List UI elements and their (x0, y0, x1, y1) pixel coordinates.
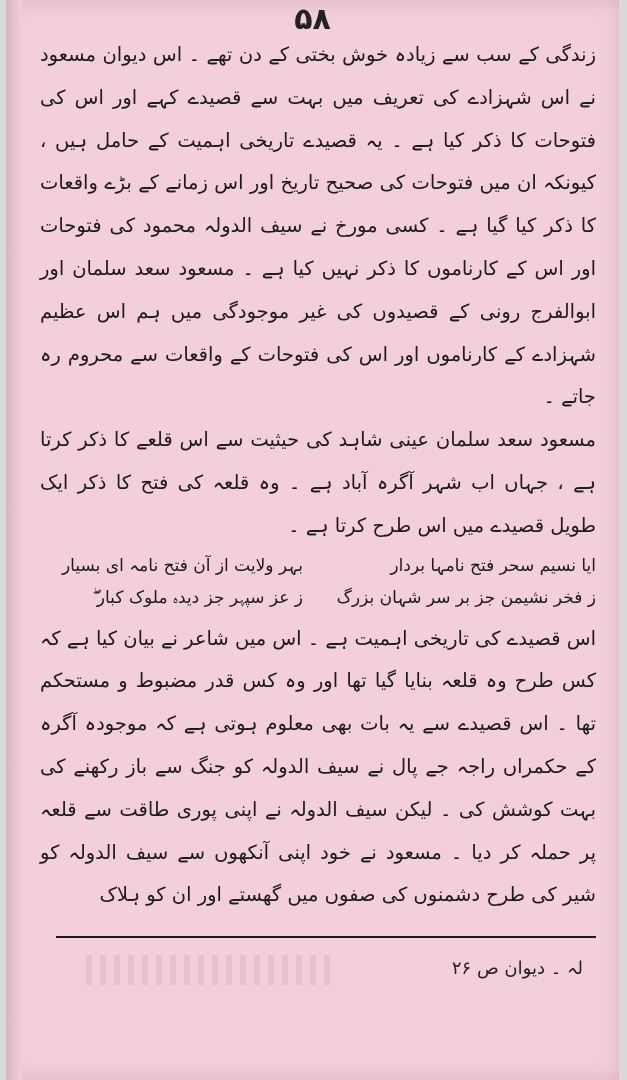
paragraph-1: زندگی کے سب سے زیادہ خوش بختی کے دن تھے ۔ اس دیوان مسعود نے اس شہزادے کی تعریف میں بہت سے قصیدے کہے اور اس کی فتوحات کا ذکر کیا ہے ۔ یہ قصیدے تاریخی اہمیت کے حامل ہیں ، کیونکہ ان میں فتوحات کی صحیح تاریخ اور اس زمانے کے بڑے واقعات کا ذکر کیا گیا ہے ۔ کسی مورخ نے سیف الدولہ محمود کی فتوحات اور اس کے کارناموں کا ذکر نہیں کیا ہے ۔ مسعود سعد سلمان اور ابوالفرج رونی کے قصیدوں کی غیر موجودگی میں ہم اس عظیم شہزادے کے کارناموں اور اس کی فتوحات کے واقعات سے محروم رہ جاتے ۔ (40, 43, 596, 409)
footnote-divider (56, 936, 596, 938)
verse-line-2b: ز عز سپہر جز دیدہ ملوک کبار ۖ (92, 587, 303, 608)
footnote: لہ ۔ دیوان ص ۲۶ (451, 958, 583, 979)
paragraph-3: اس قصیدے کی تاریخی اہمیت ہے ۔ اس میں شاعر نے بیان کیا ہے کہ کس طرح وہ قلعہ بنایا گیا تھا اور وہ کس قدر مضبوط و مستحکم تھا ۔ اس قصیدے سے یہ بات بھی معلوم ہوتی ہے کہ موجودہ آگرہ کے حکمراں راجہ جے پال نے سیف الدولہ کو جنگ سے باز رکھنے کی بہت کوشش کی ۔ لیکن سیف الدولہ نے اپنی پوری طاقت سے قلعہ پر حملہ کر دیا ۔ مسعود نے خود اپنی آنکھوں سے سیف الدولہ کو شیر کی طرح دشمنوں کی صفوں میں گھستے اور ان کو ہلاک (40, 626, 596, 907)
verse-block (40, 550, 596, 614)
book-page (6, 0, 619, 1080)
paragraph-2: مسعود سعد سلمان عینی شاہد کی حیثیت سے اس قلعے کا ذکر کرتا ہے ، جہاں اب شہر آگرہ آباد ہے ۔ وہ قلعہ کی فتح کا ذکر ایک طویل قصیدے میں اس طرح کرتا ہے ۔ (40, 428, 596, 537)
verse-line-2a: ز فخر نشیمن جز بر سر شہان بزرگ (336, 587, 596, 608)
bleed-through-marks (86, 955, 336, 985)
page-spine-shadow (6, 0, 22, 1080)
page-number: ۵۸ (294, 2, 331, 37)
verse-line-1b: بہر ولایت از آن فتح نامہ ای بسیار (61, 555, 303, 576)
verse-line-1a: ایا نسیم سحر فتح نامہا بردار (390, 555, 596, 576)
main-text (40, 34, 596, 917)
